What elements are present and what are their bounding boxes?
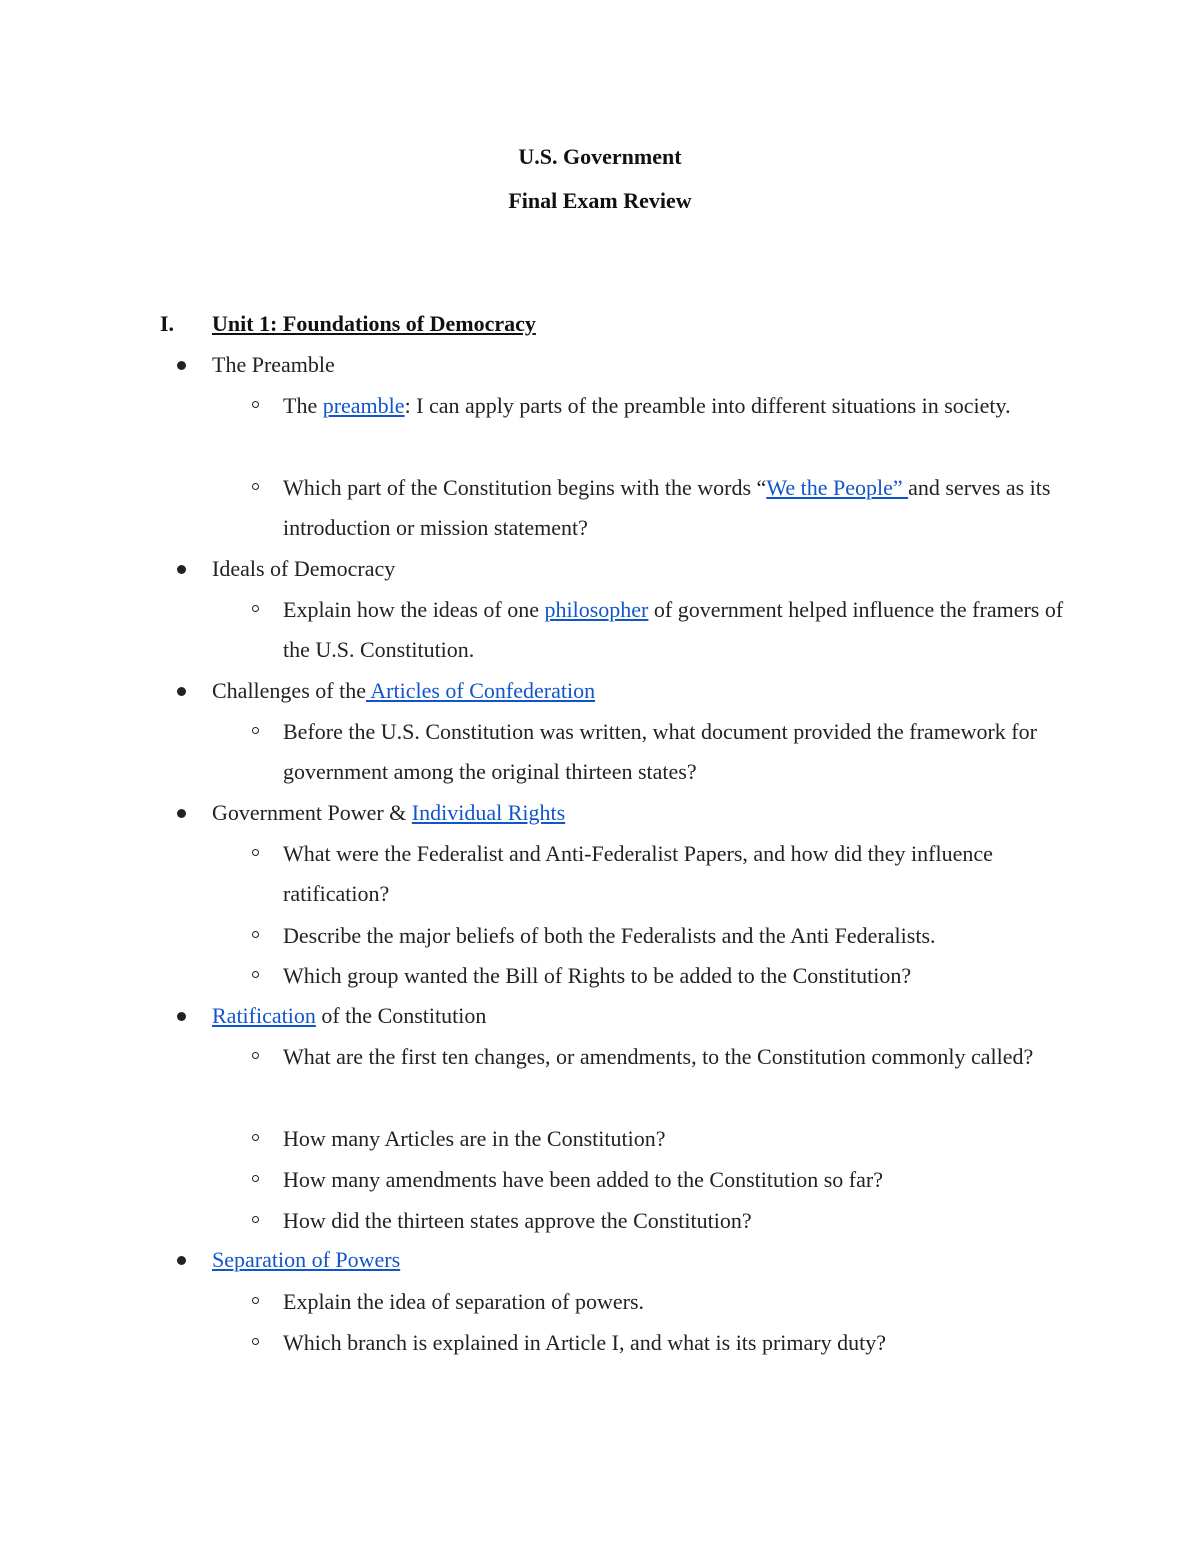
section-numeral: I. bbox=[160, 311, 175, 336]
separation-of-powers-link[interactable]: Separation of Powers bbox=[212, 1247, 401, 1272]
hollow-bullet-icon bbox=[252, 605, 259, 612]
question-text-cont: of government helped influence the framers of the U.S. Constitution. bbox=[283, 597, 1064, 662]
section-heading bbox=[160, 311, 536, 337]
we-the-people-link[interactable]: We the People” bbox=[766, 475, 909, 500]
bullet-icon bbox=[177, 1012, 186, 1021]
question-item bbox=[283, 916, 1073, 956]
question-item bbox=[283, 1201, 1073, 1241]
ratification-link[interactable]: Ratification bbox=[212, 1003, 316, 1028]
hollow-bullet-icon bbox=[252, 727, 259, 734]
question-text: How many amendments have been added to the Constitution so far? bbox=[283, 1167, 883, 1192]
question-item bbox=[283, 1119, 1073, 1159]
bullet-icon bbox=[177, 809, 186, 818]
question-text: Before the U.S. Constitution was written, what document provided the framework for government among the original thirteen states? bbox=[283, 719, 1037, 784]
topic-item bbox=[212, 556, 1072, 582]
bullet-icon bbox=[177, 361, 186, 370]
question-text-cont: and serves as its introduction or mission statement? bbox=[283, 475, 1051, 540]
question-item bbox=[283, 1037, 1073, 1077]
topic-text: Challenges of the bbox=[212, 678, 366, 703]
question-text: Which branch is explained in Article I, and what is its primary duty? bbox=[283, 1330, 887, 1355]
question-item bbox=[283, 712, 1073, 792]
question-text: What were the Federalist and Anti-Federalist Papers, and how did they influence ratification? bbox=[283, 841, 993, 906]
question-text: Which group wanted the Bill of Rights to be added to the Constitution? bbox=[283, 963, 912, 988]
preamble-link[interactable]: preamble bbox=[322, 393, 405, 418]
topic-item bbox=[212, 800, 1072, 826]
bullet-icon bbox=[177, 565, 186, 574]
hollow-bullet-icon bbox=[252, 1297, 259, 1304]
question-item bbox=[283, 590, 1073, 670]
topic-item bbox=[212, 352, 1072, 378]
hollow-bullet-icon bbox=[252, 1134, 259, 1141]
question-item bbox=[283, 1323, 1073, 1363]
question-item bbox=[283, 1160, 1073, 1200]
topic-item bbox=[212, 1003, 1072, 1029]
question-text: Describe the major beliefs of both the Federalists and the Anti Federalists. bbox=[283, 923, 936, 948]
document-subtitle: Final Exam Review bbox=[508, 188, 692, 213]
philosopher-link[interactable]: philosopher bbox=[544, 597, 649, 622]
question-text: The bbox=[283, 393, 323, 418]
question-item bbox=[283, 956, 1073, 996]
question-text: How many Articles are in the Constitution? bbox=[283, 1126, 666, 1151]
hollow-bullet-icon bbox=[252, 1052, 259, 1059]
topic-text: The Preamble bbox=[212, 352, 335, 377]
hollow-bullet-icon bbox=[252, 1338, 259, 1345]
hollow-bullet-icon bbox=[252, 401, 259, 408]
question-text: Which part of the Constitution begins with the words “ bbox=[283, 475, 767, 500]
question-item bbox=[283, 834, 1073, 914]
topic-item bbox=[212, 678, 1072, 704]
question-text: Explain how the ideas of one bbox=[283, 597, 545, 622]
question-item bbox=[283, 1282, 1073, 1322]
individual-rights-link[interactable]: Individual Rights bbox=[411, 800, 566, 825]
topic-text: Government Power & bbox=[212, 800, 412, 825]
question-text: How did the thirteen states approve the Constitution? bbox=[283, 1208, 752, 1233]
question-item bbox=[283, 386, 1073, 426]
hollow-bullet-icon bbox=[252, 849, 259, 856]
topic-item bbox=[212, 1247, 1072, 1273]
topic-text: of the Constitution bbox=[315, 1003, 487, 1028]
section-title: Unit 1: Foundations of Democracy bbox=[212, 311, 536, 336]
topic-text: Ideals of Democracy bbox=[212, 556, 396, 581]
hollow-bullet-icon bbox=[252, 931, 259, 938]
hollow-bullet-icon bbox=[252, 1216, 259, 1223]
question-text: What are the first ten changes, or amendments, to the Constitution commonly called? bbox=[283, 1044, 1034, 1069]
hollow-bullet-icon bbox=[252, 483, 259, 490]
question-text-cont: : I can apply parts of the preamble into different situations in society. bbox=[404, 393, 1011, 418]
articles-of-confederation-link[interactable]: Articles of Confederation bbox=[365, 678, 596, 703]
bullet-icon bbox=[177, 1256, 186, 1265]
bullet-icon bbox=[177, 687, 186, 696]
question-item bbox=[283, 468, 1073, 548]
hollow-bullet-icon bbox=[252, 971, 259, 978]
hollow-bullet-icon bbox=[252, 1175, 259, 1182]
document-title: U.S. Government bbox=[518, 144, 682, 169]
question-text: Explain the idea of separation of powers. bbox=[283, 1289, 645, 1314]
